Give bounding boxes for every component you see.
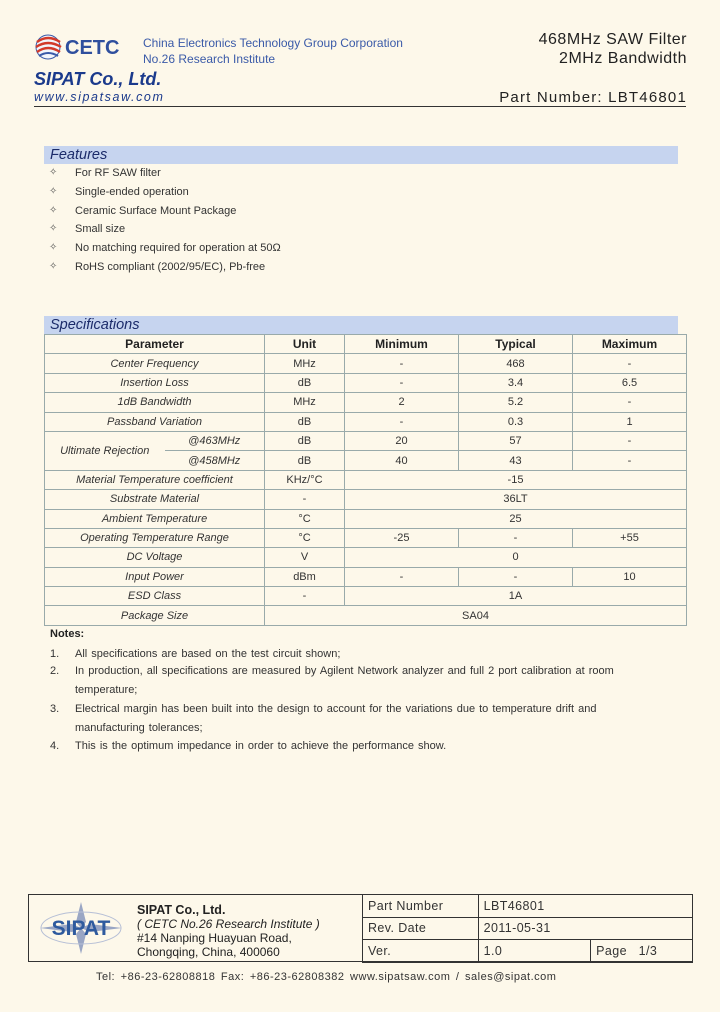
table-row: Passband Variation dB - 0.3 1 — [45, 412, 687, 431]
table-row — [363, 917, 693, 940]
part-number-value: LBT46801 — [478, 895, 692, 918]
feature-item: ✧ RoHS compliant (2002/95/EC), Pb-free — [44, 258, 281, 277]
note-item: 3. Electrical margin has been built into the design to account for the variations due to temperature drift and manufacturing tolerances; — [50, 703, 597, 734]
table-header-row — [45, 335, 687, 354]
specifications-table — [44, 334, 687, 626]
header-minimum: Minimum — [345, 335, 459, 354]
rev-date-label: Rev. Date — [363, 917, 479, 940]
diamond-bullet-icon: ✧ — [49, 242, 58, 254]
rev-date-value: 2011-05-31 — [478, 917, 692, 940]
diamond-bullet-icon: ✧ — [49, 260, 58, 272]
table-row: @458MHz dB 40 43 - — [45, 451, 687, 470]
footer-company — [137, 903, 320, 959]
table-row — [363, 895, 693, 918]
part-number-label: Part Number — [363, 895, 479, 918]
header-divider — [34, 106, 686, 107]
product-title — [539, 30, 687, 68]
diamond-bullet-icon: ✧ — [49, 185, 58, 197]
note-item: 1. All specifications are based on the test circuit shown; — [50, 648, 341, 660]
org-line-1: China Electronics Technology Group Corporation — [143, 36, 403, 50]
sipat-logo-text: SIPAT — [51, 917, 111, 940]
version-value: 1.0 — [478, 940, 591, 963]
table-row: 1dB Bandwidth MHz 2 5.2 - — [45, 393, 687, 412]
diamond-bullet-icon: ✧ — [49, 204, 58, 216]
website-link[interactable]: www.sipatsaw.com — [34, 90, 165, 104]
table-row: Center Frequency MHz - 468 - — [45, 354, 687, 373]
product-line-1: 468MHz SAW Filter — [538, 31, 687, 48]
cetc-logo — [34, 30, 130, 64]
document-info-grid — [362, 894, 693, 963]
feature-item: ✧ Single-ended operation — [44, 183, 281, 202]
feature-item: ✧ Small size — [44, 220, 281, 239]
part-number-heading: Part Number: LBT46801 — [499, 89, 687, 106]
footer-company-name: SIPAT Co., Ltd. — [137, 903, 226, 917]
product-line-2: 2MHz Bandwidth — [559, 50, 687, 67]
header-parameter: Parameter — [45, 335, 265, 354]
table-row: ESD Class - 1A — [45, 587, 687, 606]
table-row — [363, 940, 693, 963]
ultimate-rejection-label: Ultimate Rejection — [45, 431, 165, 470]
footer-address-1: #14 Nanping Huayuan Road, — [137, 931, 292, 945]
table-row: Insertion Loss dB - 3.4 6.5 — [45, 373, 687, 392]
cetc-logo-text: CETC — [65, 37, 120, 59]
table-row: Substrate Material - 36LT — [45, 490, 687, 509]
cetc-globe-icon — [36, 35, 61, 59]
organization-name — [143, 35, 403, 67]
features-list — [44, 164, 281, 277]
specifications-section-title: Specifications — [44, 316, 678, 334]
table-row: Input Power dBm - - 10 — [45, 567, 687, 586]
diamond-bullet-icon: ✧ — [49, 223, 58, 235]
features-section-title: Features — [44, 146, 678, 164]
table-row: Ambient Temperature °C 25 — [45, 509, 687, 528]
note-item: 4. This is the optimum impedance in order to achieve the performance show. — [50, 740, 447, 752]
notes-title: Notes: — [50, 628, 85, 640]
feature-item: ✧ No matching required for operation at 50Ω — [44, 239, 281, 258]
footer-institute: ( CETC No.26 Research Institute ) — [137, 917, 320, 931]
version-label: Ver. — [363, 940, 479, 963]
org-line-2: No.26 Research Institute — [143, 52, 276, 66]
header-unit: Unit — [265, 335, 345, 354]
company-title: SIPAT Co., Ltd. — [34, 69, 162, 89]
table-row: DC Voltage V 0 — [45, 548, 687, 567]
feature-item: ✧ Ceramic Surface Mount Package — [44, 202, 281, 221]
header-typical: Typical — [459, 335, 573, 354]
footer-address-2: Chongqing, China, 400060 — [137, 945, 280, 959]
table-row: Package Size SA04 — [45, 606, 687, 625]
header-maximum: Maximum — [573, 335, 687, 354]
sipat-logo — [36, 900, 126, 956]
table-row: Material Temperature coefficient KHz/°C -15 — [45, 470, 687, 489]
contact-line: Tel: +86-23-62808818 Fax: +86-23-62808382 www.sipatsaw.com / sales@sipat.com — [96, 971, 557, 983]
feature-item: ✧ For RF SAW filter — [44, 164, 281, 183]
page-info: Page 1/3 — [591, 940, 693, 963]
table-row: Operating Temperature Range °C -25 - +55 — [45, 528, 687, 547]
diamond-bullet-icon: ✧ — [49, 167, 58, 178]
note-item: 2. In production, all specifications are measured by Agilent Network analyzer and full 2 port calibration at room temperature; — [50, 665, 614, 696]
table-row: Ultimate Rejection @463MHz dB 20 57 - — [45, 431, 687, 450]
